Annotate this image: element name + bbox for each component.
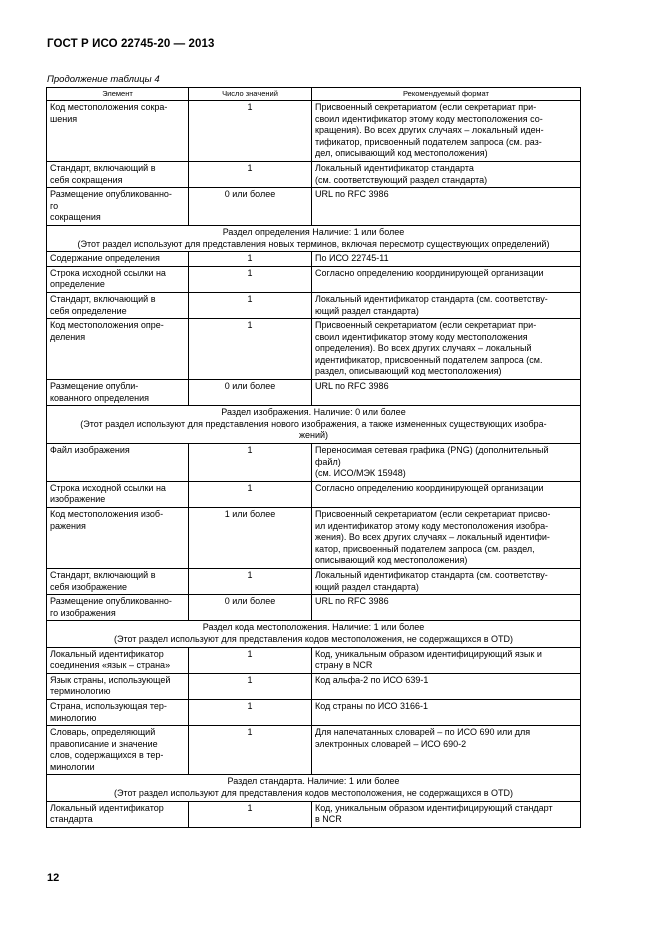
cell-text-line: 1 xyxy=(247,267,253,278)
cell-text-line: Содержание определения xyxy=(50,253,160,264)
cell-text-line: электронных словарей – ИСО 690-2 xyxy=(315,738,467,749)
element-cell xyxy=(47,161,189,187)
cell-text-line: Код местоположения сокра- xyxy=(50,102,168,112)
element-cell xyxy=(47,508,189,569)
count-cell xyxy=(189,444,312,482)
cell-text-line: себя изображение xyxy=(50,581,127,592)
format-cell xyxy=(312,726,581,775)
cell-text-line: соединения «язык – страна» xyxy=(50,660,171,671)
cell-text-line: 1 xyxy=(247,674,253,685)
cell-text-line: Присвоенный секретариатом (если секретариат при- xyxy=(315,102,537,112)
cell-text-line: 1 xyxy=(247,320,253,331)
format-cell xyxy=(312,161,581,187)
section-header-row xyxy=(47,775,581,801)
section-text-line: Раздел изображения. Наличие: 0 или более xyxy=(221,407,406,418)
cell-text-line: жения). Во всех других случаях – локальный идентифи- xyxy=(315,532,550,543)
cell-text-line: Код, уникальным образом идентифицирующий язык и xyxy=(315,648,542,659)
column-header-element: Элемент xyxy=(47,88,189,101)
section-text-line: Раздел кода местоположения. Наличие: 1 или более xyxy=(202,622,425,633)
cell-text-line: Присвоенный секретариатом (если секретариат при- xyxy=(315,320,537,331)
cell-text-line: минологии xyxy=(50,761,95,772)
page-header: ГОСТ Р ИСО 22745-20 — 2013 xyxy=(47,38,215,50)
cell-text-line: 1 xyxy=(247,802,253,813)
cell-text-line: описывающий код местоположения) xyxy=(315,555,468,566)
cell-text-line: Язык страны, использующей xyxy=(50,674,171,685)
section-header-cell xyxy=(47,406,581,444)
table-row xyxy=(47,568,581,594)
table-row xyxy=(47,266,581,292)
element-cell xyxy=(47,252,189,267)
page-number: 12 xyxy=(47,872,60,884)
element-cell xyxy=(47,801,189,827)
count-cell xyxy=(189,568,312,594)
cell-text-line: идентификатор, присвоенный подателем запроса (см. xyxy=(315,354,543,365)
cell-text-line: (см. соответствующий раздел стандарта) xyxy=(315,174,488,185)
cell-text-line: 1 xyxy=(247,648,253,659)
format-cell xyxy=(312,673,581,699)
count-cell xyxy=(189,481,312,507)
count-cell xyxy=(189,801,312,827)
element-cell xyxy=(47,568,189,594)
cell-text-line: определения). Во всех других случаях – локальный xyxy=(315,343,532,354)
cell-text-line: изображение xyxy=(50,494,106,505)
section-text-line: жений) xyxy=(298,430,329,441)
count-cell xyxy=(189,319,312,380)
format-cell xyxy=(312,699,581,725)
cell-text-line: 1 xyxy=(247,253,253,264)
cell-text-line: терминологию xyxy=(50,686,111,697)
element-cell xyxy=(47,699,189,725)
element-cell xyxy=(47,266,189,292)
format-cell xyxy=(312,252,581,267)
cell-text-line: Для напечатанных словарей – по ИСО 690 или для xyxy=(315,727,531,738)
cell-text-line: Размещение опубликованно- xyxy=(50,189,172,200)
cell-text-line: URL по RFC 3986 xyxy=(315,596,389,607)
cell-text-line: раздел, описывающий код местоположения) xyxy=(315,366,502,377)
count-cell xyxy=(189,595,312,621)
cell-text-line: URL по RFC 3986 xyxy=(315,189,389,200)
table-caption: Продолжение таблицы 4 xyxy=(47,74,160,85)
cell-text-line: ющий раздел стандарта) xyxy=(315,305,419,316)
cell-text-line: Переносимая сетевая графика (PNG) (дополнительный xyxy=(315,445,549,456)
cell-text-line: Файл изображения xyxy=(50,445,130,456)
cell-text-line: Код, уникальным образом идентифицирующий стандарт xyxy=(315,802,553,813)
cell-text-line: Строка исходной ссылки на xyxy=(50,482,166,493)
format-cell xyxy=(312,380,581,406)
table-row xyxy=(47,801,581,827)
element-cell xyxy=(47,380,189,406)
cell-text-line: Строка исходной ссылки на xyxy=(50,267,166,278)
table-row xyxy=(47,595,581,621)
table-row xyxy=(47,699,581,725)
count-cell xyxy=(189,508,312,569)
element-cell xyxy=(47,647,189,673)
count-cell xyxy=(189,101,312,162)
cell-text-line: Код местоположения изоб- xyxy=(50,509,164,519)
cell-text-line: Стандарт, включающий в xyxy=(50,162,156,173)
cell-text-line: 0 или более xyxy=(224,381,276,392)
cell-text-line: Согласно определению координирующей организации xyxy=(315,482,544,493)
cell-text-line: 0 или более xyxy=(224,596,276,607)
cell-text-line: URL по RFC 3986 xyxy=(315,381,389,392)
table-row xyxy=(47,161,581,187)
count-cell xyxy=(189,647,312,673)
table-row xyxy=(47,292,581,318)
element-cell xyxy=(47,726,189,775)
element-cell xyxy=(47,481,189,507)
cell-text-line: 1 xyxy=(247,162,253,173)
cell-text-line: ил идентификатор этому коду местоположения изобра- xyxy=(315,520,549,531)
cell-text-line: 0 или более xyxy=(224,189,276,200)
format-cell xyxy=(312,292,581,318)
format-cell xyxy=(312,319,581,380)
count-cell xyxy=(189,699,312,725)
count-cell xyxy=(189,266,312,292)
count-cell xyxy=(189,188,312,226)
section-header-cell xyxy=(47,621,581,647)
format-cell xyxy=(312,188,581,226)
element-cell xyxy=(47,319,189,380)
requirements-table xyxy=(46,87,581,828)
table-header-row xyxy=(47,88,581,101)
cell-text-line: дел, описывающий код местоположения) xyxy=(315,148,488,159)
table-row xyxy=(47,188,581,226)
cell-text-line: Локальный идентификатор стандарта xyxy=(315,162,474,173)
table-row xyxy=(47,380,581,406)
cell-text-line: своил идентификатор этому коду местоположения xyxy=(315,331,528,342)
format-cell xyxy=(312,801,581,827)
cell-text-line: кращения). Во всех других случаях – локальный иден- xyxy=(315,125,544,136)
cell-text-line: шения xyxy=(50,113,78,124)
table-row xyxy=(47,673,581,699)
cell-text-line: кованного определения xyxy=(50,392,150,403)
cell-text-line: го изображения xyxy=(50,607,116,618)
cell-text-line: стандарта xyxy=(50,814,93,825)
section-text-line: (Этот раздел используют для представления новых терминов, включая пересмотр существующих определений) xyxy=(77,238,550,249)
cell-text-line: Размещение опубликованно- xyxy=(50,596,172,607)
table-row xyxy=(47,319,581,380)
format-cell xyxy=(312,568,581,594)
element-cell xyxy=(47,101,189,162)
count-cell xyxy=(189,726,312,775)
section-header-row xyxy=(47,225,581,251)
cell-text-line: (см. ИСО/МЭК 15948) xyxy=(315,468,406,479)
section-text-line: (Этот раздел используют для представления кодов местоположения, не содержащихся в OTD) xyxy=(114,788,513,799)
cell-text-line: Код страны по ИСО 3166-1 xyxy=(315,700,429,711)
cell-text-line: Согласно определению координирующей организации xyxy=(315,267,544,278)
element-cell xyxy=(47,444,189,482)
cell-text-line: минологию xyxy=(50,712,97,723)
table-row xyxy=(47,726,581,775)
cell-text-line: 1 xyxy=(247,569,253,580)
cell-text-line: себя сокращения xyxy=(50,174,123,185)
table-row xyxy=(47,252,581,267)
cell-text-line: 1 xyxy=(247,293,253,304)
section-text-line: Раздел определения Наличие: 1 или более xyxy=(222,226,405,237)
section-header-row xyxy=(47,406,581,444)
cell-text-line: катор, присвоенный подателем запроса (см. раздел, xyxy=(315,543,535,554)
count-cell xyxy=(189,292,312,318)
section-text-line: (Этот раздел используют для представления кодов местоположения, не содержащихся в OTD) xyxy=(114,633,513,644)
cell-text-line: 1 xyxy=(247,102,253,112)
cell-text-line: в NCR xyxy=(315,814,342,825)
section-header-cell xyxy=(47,775,581,801)
format-cell xyxy=(312,481,581,507)
cell-text-line: Локальный идентификатор xyxy=(50,802,164,813)
cell-text-line: 1 xyxy=(247,445,253,456)
count-cell xyxy=(189,252,312,267)
table-row xyxy=(47,647,581,673)
format-cell xyxy=(312,266,581,292)
element-cell xyxy=(47,673,189,699)
section-header-cell xyxy=(47,225,581,251)
cell-text-line: По ИСО 22745-11 xyxy=(315,253,389,264)
format-cell xyxy=(312,508,581,569)
section-text-line: Раздел стандарта. Наличие: 1 или более xyxy=(227,776,400,787)
cell-text-line: определение xyxy=(50,279,105,290)
cell-text-line: себя определение xyxy=(50,305,127,316)
cell-text-line: Размещение опубли- xyxy=(50,381,139,392)
table-row xyxy=(47,101,581,162)
format-cell xyxy=(312,647,581,673)
cell-text-line: Присвоенный секретариатом (если секретариат присво- xyxy=(315,509,551,519)
cell-text-line: Стандарт, включающий в xyxy=(50,569,156,580)
cell-text-line: ющий раздел стандарта) xyxy=(315,581,419,592)
cell-text-line: 1 xyxy=(247,727,253,738)
cell-text-line: Локальный идентификатор xyxy=(50,648,164,659)
cell-text-line: Локальный идентификатор стандарта (см. соответству- xyxy=(315,293,548,304)
cell-text-line: страну в NCR xyxy=(315,660,373,671)
column-header-format: Рекомендуемый формат xyxy=(312,88,581,101)
element-cell xyxy=(47,595,189,621)
table-row xyxy=(47,444,581,482)
cell-text-line: го xyxy=(50,200,59,211)
element-cell xyxy=(47,292,189,318)
cell-text-line: файл) xyxy=(315,456,341,467)
cell-text-line: Страна, использующая тер- xyxy=(50,700,167,711)
cell-text-line: Код местоположения опре- xyxy=(50,320,164,331)
cell-text-line: деления xyxy=(50,331,86,342)
cell-text-line: 1 xyxy=(247,482,253,493)
table-row xyxy=(47,481,581,507)
cell-text-line: Код альфа-2 по ИСО 639-1 xyxy=(315,674,429,685)
cell-text-line: ражения xyxy=(50,520,86,531)
cell-text-line: Стандарт, включающий в xyxy=(50,293,156,304)
cell-text-line: 1 или более xyxy=(224,509,276,519)
format-cell xyxy=(312,101,581,162)
section-text-line: (Этот раздел используют для представления нового изображения, а также измененных существующих изобра- xyxy=(80,418,547,429)
table-row xyxy=(47,508,581,569)
cell-text-line: слов, содержащихся в тер- xyxy=(50,750,164,761)
cell-text-line: своил идентификатор этому коду местоположения со- xyxy=(315,113,543,124)
cell-text-line: правописание и значение xyxy=(50,738,158,749)
column-header-count: Число значений xyxy=(189,88,312,101)
element-cell xyxy=(47,188,189,226)
cell-text-line: Локальный идентификатор стандарта (см. соответству- xyxy=(315,569,548,580)
count-cell xyxy=(189,673,312,699)
format-cell xyxy=(312,595,581,621)
cell-text-line: 1 xyxy=(247,700,253,711)
section-header-row xyxy=(47,621,581,647)
count-cell xyxy=(189,380,312,406)
cell-text-line: Словарь, определяющий xyxy=(50,727,156,738)
cell-text-line: сокращения xyxy=(50,212,101,223)
format-cell xyxy=(312,444,581,482)
cell-text-line: тификатор, присвоенный подателем запроса (см. раз- xyxy=(315,136,542,147)
count-cell xyxy=(189,161,312,187)
